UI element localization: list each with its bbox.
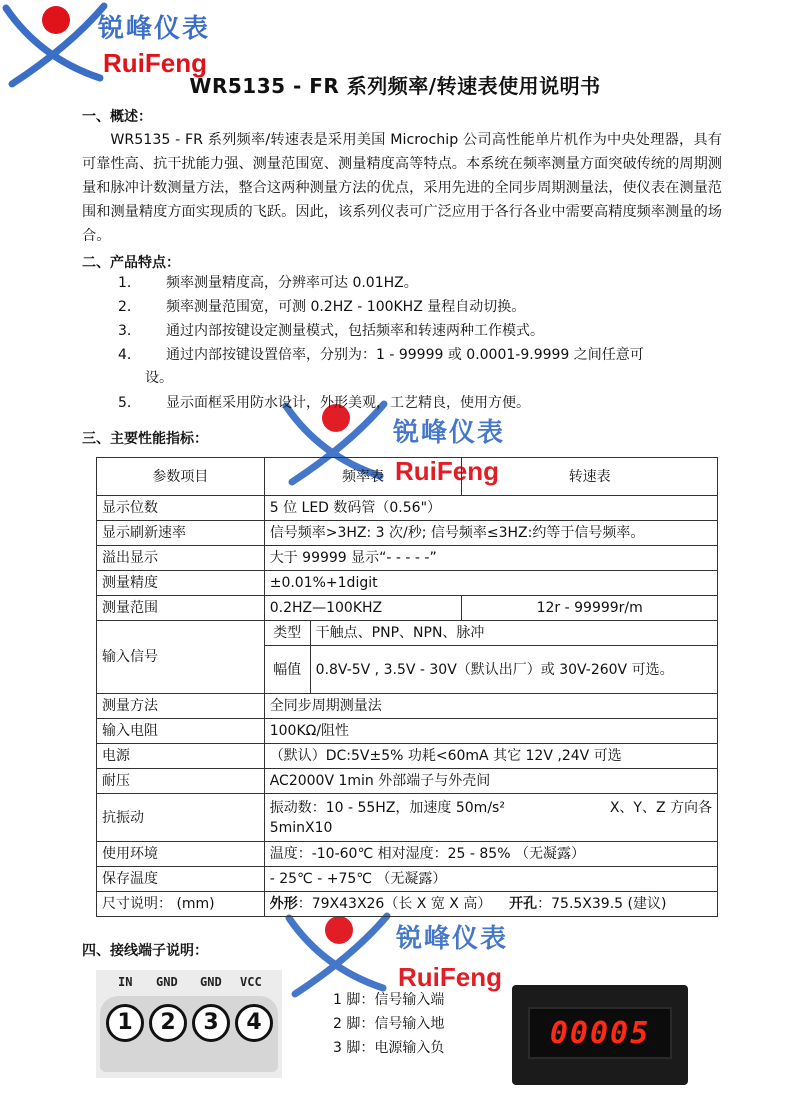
logo-cn-text: 锐峰仪表 (98, 14, 211, 44)
row-value-speed: 12r - 99999r/m (462, 596, 718, 621)
row-value: 干触点、PNP、NPN、脉冲 (310, 621, 717, 646)
row-value-freq: 0.2HZ—100KHZ (264, 596, 462, 621)
pin-list (333, 988, 444, 1060)
row-value (264, 892, 717, 917)
row-value: 大于 99999 显示“- - - - -” (264, 546, 717, 571)
feature-text: 频率测量精度高，分辨率可达 0.01HZ。 (166, 275, 418, 291)
overview-paragraph: WR5135 - FR 系列频率/转速表是采用美国 Microchip 公司高性能单片机作为中央处理器，具有可靠性高、抗干扰能力强、测量范围宽、测量精度高等特点。本系统在频率测量方面突破传统的周期测量和脉冲计数测量方法，整合这两种测量方法的优点，采用先进的全同步周期测量法，使仪表在测量范围和测量精度方面实现质的飞跃。因此，该系列仪表可广泛应用于各行各业中需要高精度频率测量的场合。 (82, 132, 722, 244)
sub-label: 类型 (264, 621, 310, 646)
terminal-label: GND (156, 975, 178, 989)
row-value: 100KΩ/阻性 (264, 719, 717, 744)
feature-text: 频率测量范围宽，可测 0.2HZ - 100KHZ 量程自动切换。 (166, 299, 526, 315)
document-title: WR5135 - FR 系列频率/转速表使用说明书 (189, 74, 601, 98)
table-row (97, 596, 718, 621)
table-row (97, 546, 718, 571)
row-label: 输入电阻 (97, 719, 265, 744)
table-header-freq: 频率表 (264, 458, 462, 496)
feature-item (118, 272, 418, 295)
row-value: ±0.01%+1digit (264, 571, 717, 596)
sub-label: 幅值 (264, 646, 310, 694)
cutout-value: ：75.5X39.5 (建议) (537, 896, 667, 912)
table-row (97, 769, 718, 794)
table-row (97, 458, 718, 496)
feature-text: 通过内部按键设置倍率，分别为：1 - 99999 或 0.0001-9.9999 之间任意可 (166, 347, 644, 363)
feature-number: 2． (118, 299, 141, 315)
feature-item (118, 344, 718, 390)
row-label: 测量精度 (97, 571, 265, 596)
table-row (97, 521, 718, 546)
terminal-label: VCC (240, 975, 262, 989)
row-value: AC2000V 1min 外部端子与外壳间 (264, 769, 717, 794)
led-reading: 00005 (549, 1016, 651, 1051)
section-heading-overview: 一、概述： (82, 109, 152, 125)
led-screen (528, 1007, 672, 1059)
table-header-param: 参数项目 (97, 458, 265, 496)
vibration-direction: X、Y、Z 方向各 (609, 799, 712, 816)
row-value (264, 794, 717, 842)
table-row (97, 571, 718, 596)
feature-text: 通过内部按键设定测量模式，包括频率和转速两种工作模式。 (166, 323, 544, 339)
row-value: （默认）DC:5V±5% 功耗<60mA 其它 12V ,24V 可选 (264, 744, 717, 769)
row-label: 尺寸说明： (mm) (97, 892, 265, 917)
table-row (97, 744, 718, 769)
row-label: 显示刷新速率 (97, 521, 265, 546)
row-label: 测量范围 (97, 596, 265, 621)
pin-description: 3 脚：电源输入负 (333, 1040, 445, 1056)
table-row (97, 794, 718, 842)
table-row (97, 842, 718, 867)
row-label: 抗振动 (97, 794, 265, 842)
pin-description: 2 脚：信号输入地 (333, 1016, 445, 1032)
terminal-label: IN (118, 975, 133, 989)
feature-number: 4． (118, 347, 141, 363)
meter-display-image (512, 985, 688, 1085)
section-heading-specs: 三、主要性能指标： (82, 431, 208, 447)
outer-size-value: ：79X43X26（长 X 宽 X 高） (297, 896, 492, 912)
vibration-value: 振动数：10 - 55HZ，加速度 50m/s² (269, 799, 505, 816)
table-row (97, 621, 718, 646)
row-value: 温度：-10-60℃ 相对湿度：25 - 85% （无凝露） (264, 842, 717, 867)
row-label: 显示位数 (97, 496, 265, 521)
cutout-label: 开孔 (509, 896, 538, 912)
section-heading-terminals: 四、接线端子说明： (82, 943, 208, 959)
vibration-duration: 5minX10 (269, 819, 333, 836)
table-row (97, 867, 718, 892)
terminal-label: GND (200, 975, 222, 989)
terminal-block-image (96, 970, 282, 1078)
terminal-number: 2 (149, 1004, 187, 1042)
table-row (97, 719, 718, 744)
row-label: 测量方法 (97, 694, 265, 719)
table-row (97, 496, 718, 521)
row-label: 溢出显示 (97, 546, 265, 571)
row-value: - 25℃ - +75℃ （无凝露） (264, 867, 717, 892)
row-value: 5 位 LED 数码管（0.56"） (264, 496, 717, 521)
terminal-number: 1 (106, 1004, 144, 1042)
feature-item (118, 320, 544, 343)
table-row (97, 694, 718, 719)
row-label: 耐压 (97, 769, 265, 794)
spec-table (96, 457, 718, 917)
feature-text: 显示面框采用防水设计，外形美观，工艺精良，使用方便。 (166, 395, 530, 411)
feature-number: 3． (118, 323, 141, 339)
logo-en-text: RuiFeng (398, 962, 502, 992)
row-label: 输入信号 (97, 621, 265, 694)
row-label: 电源 (97, 744, 265, 769)
feature-item (118, 296, 525, 319)
logo-en-text: RuiFeng (103, 48, 207, 78)
row-value: 0.8V-5V , 3.5V - 30V（默认出厂）或 30V-260V 可选。 (310, 646, 717, 694)
table-row (97, 892, 718, 917)
logo-en-text: RuiFeng (395, 456, 499, 486)
section-heading-features: 二、产品特点： (82, 255, 180, 271)
feature-number: 5． (118, 395, 141, 411)
logo-emblem-icon (283, 910, 403, 1000)
row-value: 信号频率>3HZ: 3 次/秒; 信号频率≤3HZ:约等于信号频率。 (264, 521, 717, 546)
feature-text-continued: 设。 (145, 370, 173, 386)
terminal-number: 3 (192, 1004, 230, 1042)
outer-size-label: 外形 (269, 896, 298, 912)
terminal-number: 4 (235, 1004, 273, 1042)
pin-description: 1 脚：信号输入端 (333, 992, 445, 1008)
feature-item (118, 392, 530, 415)
row-value: 全同步周期测量法 (264, 694, 717, 719)
logo-cn-text: 锐峰仪表 (396, 924, 509, 954)
row-label: 保存温度 (97, 867, 265, 892)
table-header-speed: 转速表 (462, 458, 718, 496)
feature-number: 1． (118, 275, 141, 291)
row-label: 使用环境 (97, 842, 265, 867)
logo-cn-text: 锐峰仪表 (393, 418, 506, 448)
